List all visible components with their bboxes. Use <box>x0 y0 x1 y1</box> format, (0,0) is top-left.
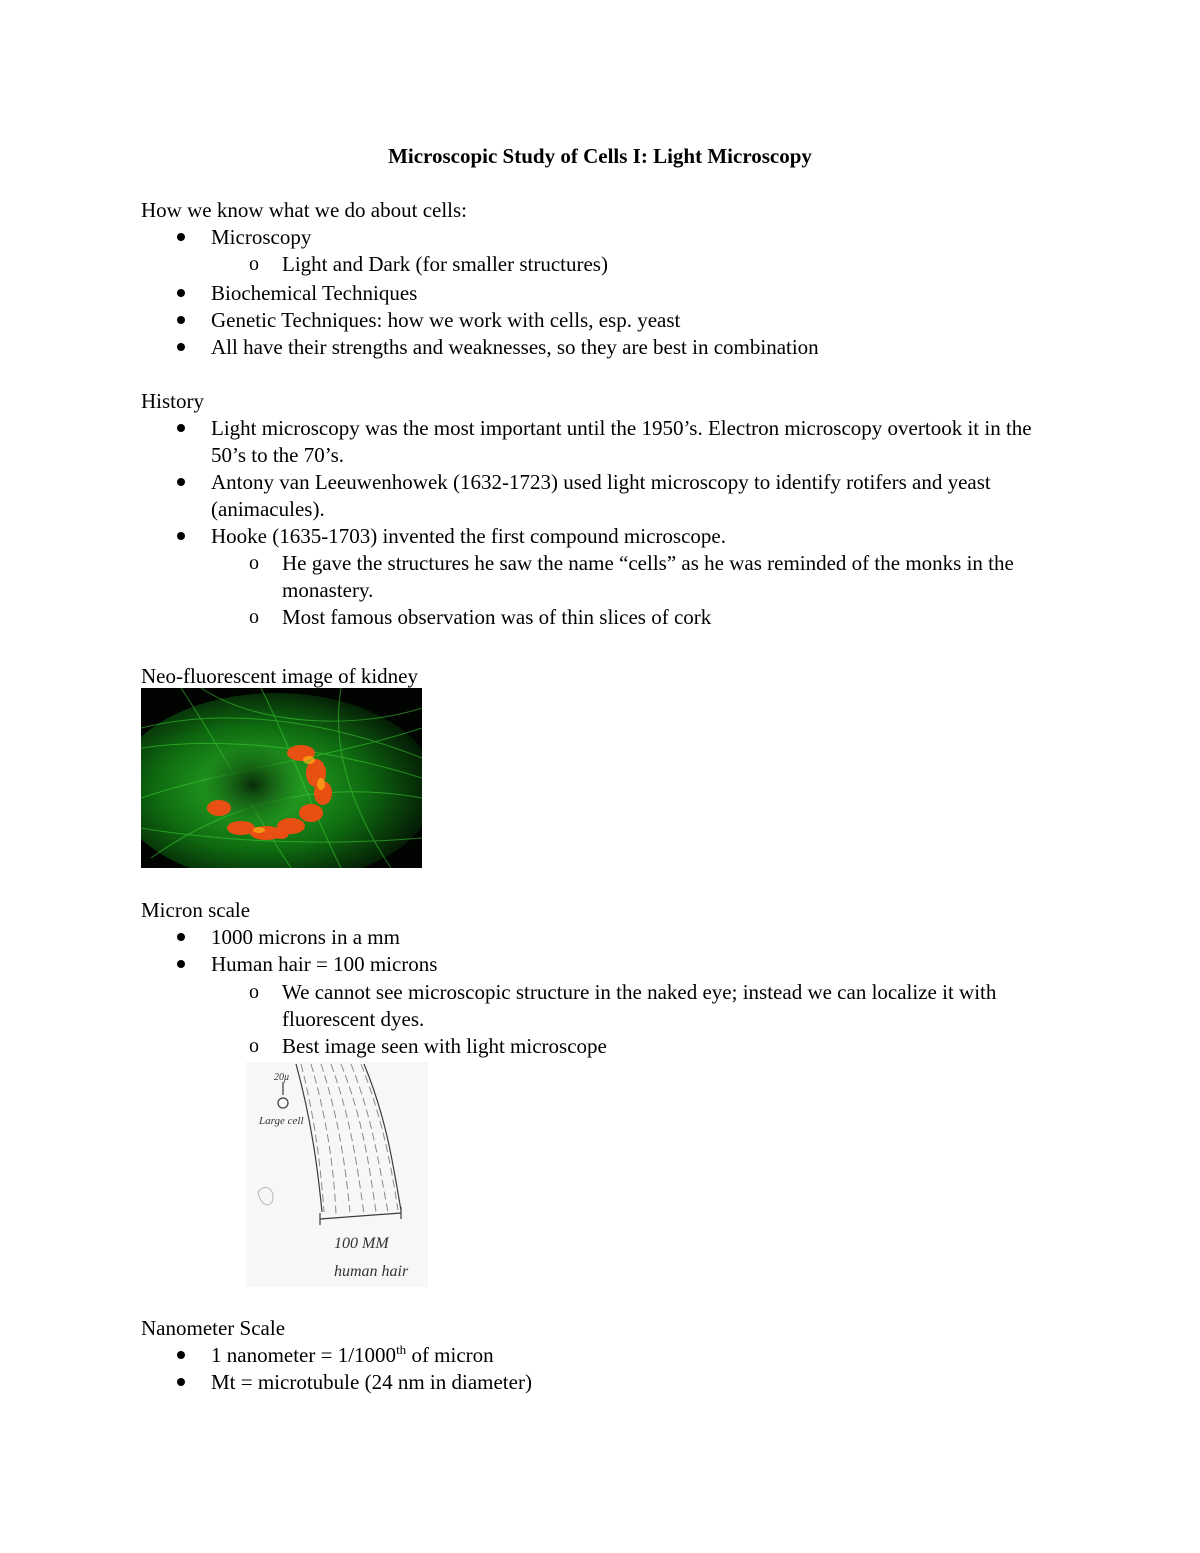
list-item: Light microscopy was the most important until the 1950’s. Electron microscopy overtook it in the 50’s to the 70’s. <box>141 415 1071 469</box>
human-hair-sketch <box>246 1062 428 1287</box>
list-item: Microscopy <box>141 224 1071 251</box>
section-heading: History <box>141 389 204 413</box>
list-item: o Light and Dark (for smaller structures) <box>249 252 608 276</box>
bullet-list <box>141 924 1071 1060</box>
section-nanometer-scale <box>141 1315 1071 1396</box>
sketch-scale-label: 20μ <box>274 1072 290 1083</box>
section-heading: How we know what we do about cells: <box>141 198 468 222</box>
sketch-measure-label: 100 MM <box>334 1235 389 1252</box>
section-kidney <box>141 663 1071 690</box>
sub-bullet-marker: o <box>249 606 259 628</box>
section-history <box>141 388 1071 631</box>
section-micron-scale <box>141 897 1071 1060</box>
list-item: 1 nanometer = 1/1000th of micron <box>141 1342 1071 1369</box>
list-item: Mt = microtubule (24 nm in diameter) <box>141 1369 1071 1396</box>
section-heading: Micron scale <box>141 898 251 922</box>
list-item: Genetic Techniques: how we work with cells, esp. yeast <box>141 307 1071 334</box>
sub-bullet-marker: o <box>249 253 259 275</box>
section-how-we-know <box>141 197 1071 361</box>
sketch-cell-label: Large cell <box>259 1115 304 1127</box>
bullet-list <box>141 415 1071 631</box>
bullet-list <box>141 224 1071 361</box>
list-item: o Most famous observation was of thin slices of cork <box>249 605 712 629</box>
list-item: o Best image seen with light microscope <box>249 1034 607 1058</box>
section-heading: Nanometer Scale <box>141 1316 286 1340</box>
list-item: Hooke (1635-1703) invented the first compound microscope. <box>141 523 1071 550</box>
list-item: o He gave the structures he saw the name “cells” as he was reminded of the monks in the monastery. <box>249 551 1014 602</box>
document-title: Microscopic Study of Cells I: Light Microscopy <box>388 144 812 168</box>
sub-bullet-marker: o <box>249 552 259 574</box>
list-item: Biochemical Techniques <box>141 280 1071 307</box>
list-item: Human hair = 100 microns <box>141 951 1071 978</box>
sub-bullet-marker: o <box>249 981 259 1003</box>
sub-bullet-marker: o <box>249 1035 259 1057</box>
sketch-hair-label: human hair <box>334 1263 409 1280</box>
list-item: Antony van Leeuwenhowek (1632-1723) used light microscopy to identify rotifers and yeast (animacules). <box>141 469 1071 523</box>
section-heading: Neo-fluorescent image of kidney <box>141 664 418 688</box>
superscript-th: th <box>396 1342 407 1357</box>
list-item: o We cannot see microscopic structure in the naked eye; instead we can localize it with fluorescent dyes. <box>249 980 997 1031</box>
bullet-list <box>141 1342 1071 1396</box>
list-item: All have their strengths and weaknesses, so they are best in combination <box>141 334 1071 361</box>
list-item: 1000 microns in a mm <box>141 924 1071 951</box>
fluorescent-kidney-image <box>141 688 422 868</box>
